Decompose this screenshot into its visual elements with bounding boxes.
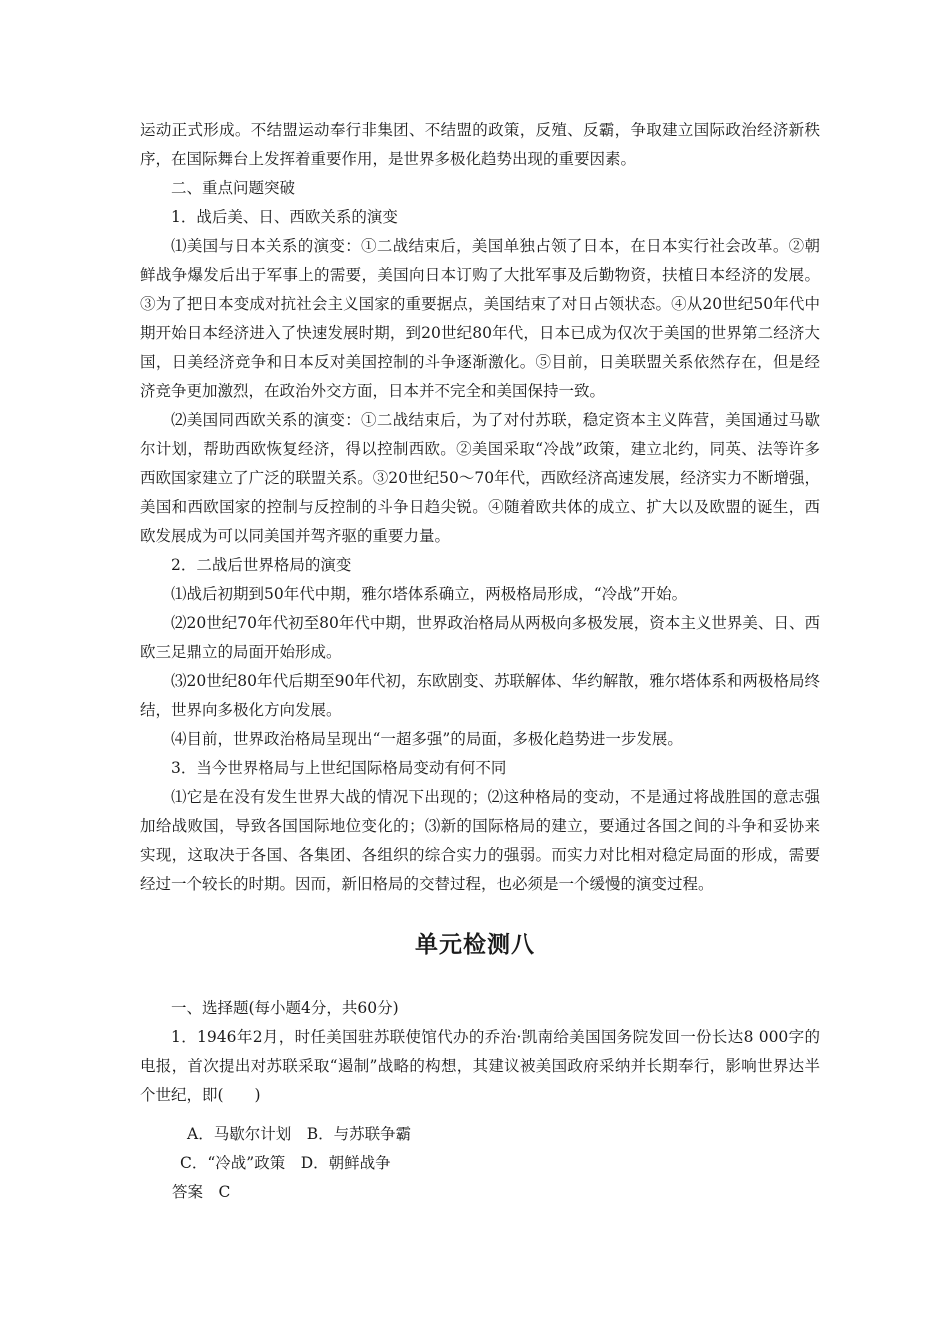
options-line-1: A．马歇尔计划 B．与苏联争霸 — [187, 1125, 412, 1143]
q2-heading: 2．二战后世界格局的演变 — [171, 556, 352, 574]
intro-paragraph: 运动正式形成。不结盟运动奉行非集团、不结盟的政策，反殖、反霸，争取建立国际政治经济新秩序，在国际舞台上发挥着重要作用，是世界多极化趋势出现的重要因素。 — [140, 121, 820, 168]
exam-block — [140, 994, 820, 1110]
q1-heading: 1．战后美、日、西欧关系的演变 — [171, 208, 398, 226]
options-line-2: C．“冷战”政策 D．朝鲜战争 — [180, 1154, 391, 1172]
q1-paragraph-2: ⑵美国同西欧关系的演变：①二战结束后，为了对付苏联，稳定资本主义阵营，美国通过马歇尔计划，帮助西欧恢复经济，得以控制西欧。②美国采取“冷战”政策，建立北约，同英、法等许多西欧国家建立了广泛的联盟关系。③20世纪50～70年代，西欧经济高速发展，经济实力不断增强，美国和西欧国家的控制与反控制的斗争日趋尖锐。④随着欧共体的成立、扩大以及欧盟的诞生，西欧发展成为可以同美国并驾齐驱的重要力量。 — [140, 411, 820, 545]
unit-title: 单元检测八 — [415, 932, 535, 958]
intro-paragraph-block — [140, 116, 820, 174]
q1-paragraph-1: ⑴美国与日本关系的演变：①二战结束后，美国单独占领了日本，在日本实行社会改革。②朝鲜战争爆发后出于军事上的需要，美国向日本订购了大批军事及后勤物资，扶植日本经济的发展。③为了把日本变成对抗社会主义国家的重要据点，美国结束了对日占领状态。④从20世纪50年代中期开始日本经济进入了快速发展时期，到20世纪80年代，日本已成为仅次于美国的世界第二经济大国，日美经济竞争和日本反对美国控制的斗争逐渐激化。⑤目前，日美联盟关系依然存在，但是经济竞争更加激烈，在政治外交方面，日本并不完全和美国保持一致。 — [140, 237, 820, 400]
question-1: 1．1946年2月，时任美国驻苏联使馆代办的乔治·凯南给美国国务院发回一份长达8 000字的电报，首次提出对苏联采取“遏制”战略的构想，其建议被美国政府采纳并长期奉行，影响世界达半个世纪，即( ) — [140, 1028, 820, 1104]
q2-paragraph-1: ⑴战后初期到50年代中期，雅尔塔体系确立，两极格局形成，“冷战”开始。 — [171, 585, 688, 603]
q3-heading: 3．当今世界格局与上世纪国际格局变动有何不同 — [171, 759, 507, 777]
q3-paragraph-1: ⑴它是在没有发生世界大战的情况下出现的；⑵这种格局的变动，不是通过将战胜国的意志强加给战败国，导致各国国际地位变化的；⑶新的国际格局的建立，要通过各国之间的斗争和妥协来实现，这取决于各国、各集团、各组织的综合实力的强弱。而实力对比相对稳定局面的形成，需要经过一个较长的时期。因而，新旧格局的交替过程，也必须是一个缓慢的演变过程。 — [140, 788, 820, 893]
section1-heading: 一、选择题(每小题4分，共60分) — [171, 999, 399, 1017]
section2-block — [140, 174, 820, 899]
q2-paragraph-4: ⑷目前，世界政治格局呈现出“一超多强”的局面，多极化趋势进一步发展。 — [171, 730, 683, 748]
answer-line: 答案 C — [172, 1183, 231, 1201]
q2-paragraph-3: ⑶20世纪80年代后期至90年代初，东欧剧变、苏联解体、华约解散，雅尔塔体系和两极格局终结，世界向多极化方向发展。 — [140, 672, 820, 719]
q2-paragraph-2: ⑵20世纪70年代初至80年代中期，世界政治格局从两极向多极发展，资本主义世界美、日、西欧三足鼎立的局面开始形成。 — [140, 614, 820, 661]
section2-heading: 二、重点问题突破 — [171, 179, 296, 197]
